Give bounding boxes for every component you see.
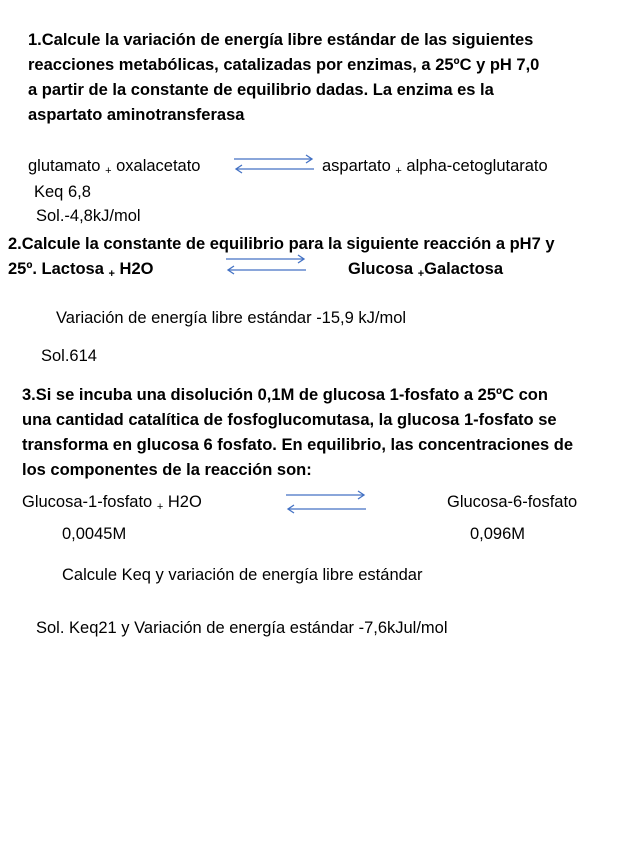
problem2-product-b: Galactosa <box>424 260 504 278</box>
problem1-reactant-b: oxalacetato <box>116 157 201 175</box>
problem2-line-2 <box>8 259 153 284</box>
problem3-reactant-a: Glucosa-1-fosfato <box>22 493 153 511</box>
problem3-reactant-b: H2O <box>167 493 202 511</box>
problem2-solution: Sol.614 <box>41 347 97 365</box>
problem1-reactants <box>28 156 201 181</box>
problem2-reactant-b: H2O <box>119 260 154 278</box>
problem3-product: Glucosa-6-fosfato <box>447 493 578 511</box>
problem1-keq: Keq 6,8 <box>34 183 91 201</box>
problem2-energy: Variación de energía libre estándar -15,9 kJ/mol <box>56 309 407 327</box>
problem2-product-a: Glucosa <box>348 260 414 278</box>
equilibrium-arrows-icon <box>224 253 308 277</box>
equilibrium-arrows-icon <box>232 152 316 176</box>
problem3-solution: Sol. Keq21 y Variación de energía estándar -7,6kJul/mol <box>36 619 448 637</box>
problem1-line-3: a partir de la constante de equilibrio dadas. La enzima es la <box>28 81 494 99</box>
problem1-line-1: 1.Calcule la variación de energía libre estándar de las siguientes <box>28 31 534 49</box>
problem1-reactant-a: glutamato <box>28 157 101 175</box>
problem3-task: Calcule Keq y variación de energía libre estándar <box>62 566 423 584</box>
problem1-products <box>322 156 548 181</box>
plus-sign: + <box>417 268 425 280</box>
problem3-line-2: una cantidad catalítica de fosfoglucomutasa, la glucosa 1-fosfato se <box>22 411 557 429</box>
problem2-line-1: 2.Calcule la constante de equilibrio para la siguiente reacción a pH7 y <box>8 235 555 253</box>
plus-sign: + <box>105 165 112 177</box>
problem1-line-2: reacciones metabólicas, catalizadas por enzimas, a 25ºC y pH 7,0 <box>28 56 540 74</box>
problem1-product-b: alpha-cetoglutarato <box>406 157 548 175</box>
problem1-line-4: aspartato aminotransferasa <box>28 106 245 124</box>
problem2-reactant-a: 25º. Lactosa <box>8 260 104 278</box>
problem1-product-a: aspartato <box>322 157 391 175</box>
problem2-products <box>348 259 503 284</box>
problem3-line-1: 3.Si se incuba una disolución 0,1M de glucosa 1-fosfato a 25ºC con <box>22 386 548 404</box>
problem3-conc-product: 0,096M <box>470 525 526 543</box>
plus-sign: + <box>108 268 115 280</box>
problem1-solution: Sol.-4,8kJ/mol <box>36 207 141 225</box>
plus-sign: + <box>156 501 164 513</box>
problem3-reactants <box>22 492 202 517</box>
problem3-line-3: transforma en glucosa 6 fosfato. En equilibrio, las concentraciones de <box>22 436 574 454</box>
problem3-conc-reactant: 0,0045M <box>62 525 127 543</box>
problem3-line-4: los componentes de la reacción son: <box>22 461 312 479</box>
plus-sign: + <box>395 165 402 177</box>
equilibrium-arrows-icon <box>284 489 368 515</box>
